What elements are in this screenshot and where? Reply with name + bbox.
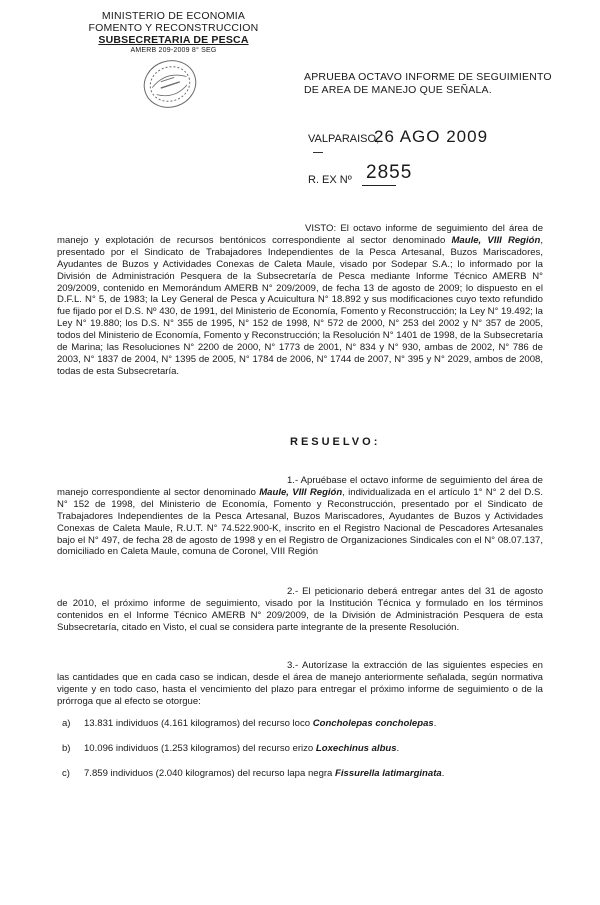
species-item-b [62,743,399,755]
rex-number: 2855 [366,162,413,183]
item-species: Fissurella latimarginata [335,768,442,779]
title-line-2: DE AREA DE MANEJO QUE SEÑALA. [304,84,492,96]
article-2-text: 2.- El peticionario deberá entregar antes del 31 de agosto de 2010, el próximo informe de seguimiento, visado por la Institución Técnica y formulado en los términos contenidos en el Informe Técnico AMERB N° 209/2009, de la División de Administración Pesquera de esta Subsecretaría, citado en Visto, el cual se considera parte integrante de la presente Resolución. [57,586,543,633]
letterhead-ministry-sub: FOMENTO Y RECONSTRUCCION [88,22,259,34]
date-stamp: 26 AGO 2009 [374,127,489,146]
letterhead-reference: AMERB 209-2009 8° SEG [130,47,217,54]
resuelvo-heading: RESUELVO: [290,436,381,448]
rex-underline [362,185,396,186]
visto-lead: VISTO: [305,223,337,234]
item-label: b) [62,743,71,754]
item-end: . [433,718,437,729]
article-2-paragraph [57,586,543,634]
article-3-paragraph [57,660,543,708]
letterhead-ministry: MINISTERIO DE ECONOMIA [101,10,246,22]
official-stamp-seal [138,52,202,116]
item-text: 7.859 individuos (2.040 kilogramos) del recurso lapa negra [84,768,336,779]
item-text: 13.831 individuos (4.161 kilogramos) del recurso loco [84,718,313,729]
place-label: VALPARAISO, [308,133,380,145]
article-1-paragraph [57,475,543,558]
item-label: c) [62,768,70,779]
item-end: . [396,743,400,754]
article-1-text-1: 1.- Apruébase el octavo informe de seguimiento del área de manejo correspondiente al sector denominado [57,475,543,498]
species-item-c [62,768,444,780]
divider-dash [313,152,323,153]
item-label: a) [62,718,71,729]
species-item-a [62,718,436,730]
visto-text-1: El octavo informe de seguimiento del área de manejo y explotación de recursos bentónicos correspondiente al sector denominado [57,223,543,246]
visto-text-2: , presentado por el Sindicato de Trabajadores Independientes de la Pesca Artesanal, Buzos Mariscadores, Ayudantes de Buzos y Actividades Conexas de Caleta Maule, visado por Sodepar S.A.; lo informado por la División de Administración Pesquera de la Subsecretaría de Pesca mediante Informe Técnico AMERB N° 209/2009, contenido en Memorándum AMERB N° 209/2009, de fecha 13 de agosto de 2009; lo dispuesto en el D.F.L. N° 5, de 1983; la Ley General de Pesca y Acuicultura N° 18.892 y sus modificaciones cuyo texto refundido fue fijado por el D.S. Nº 430, de 1991, del Ministerio de Economía, Fomento y Reconstrucción; la Ley N° 19.492; la Ley N° 19.880; los D.S. N° 355 de 1995, N° 152 de 1998, N° 572 de 2000, N° 253 del 2002 y N° 357 de 2005, todos del Ministerio de Economía, Fomento y Reconstrucción; la Resolución N° 1401 de 1998, de la Subsecretaría de Marina; las Resoluciones N° 2200 de 2000, N° 1773 de 2001, N° 834 y N° 930, ambas de 2002, N° 786 de 2003, N° 1837 de 2004, N° 1395 de 2005, N° 1784 de 2006, N° 1744 de 2007, N° 395 y N° 2029, ambos de 2008, todas de esta Subsecretaría. [57,234,543,377]
item-end: . [441,768,445,779]
item-species: Loxechinus albus [315,743,397,754]
letterhead-subsecretaria: SUBSECRETARIA DE PESCA [98,34,249,46]
item-species: Concholepas concholepas [312,718,434,729]
title-line-1: APRUEBA OCTAVO INFORME DE SEGUIMIENTO [304,71,552,83]
letterhead [86,10,261,55]
article-1-text-2: , individualizada en el artículo 1° N° 2 del D.S. N° 152 de 1998, del Ministerio de Economía, Fomento y Reconstrucción, presentado por el Sindicato de Trabajadores Independientes de la Pesca Artesanal, Buzos Mariscadores, Ayudantes de Buzos y Actividades Conexas de Caleta Maule, R.U.T. N° 74.522.900-K, inscrito en el Registro Nacional de Pescadores Artesanales bajo el N° 497, de fecha 28 de agosto de 1998 y en el Registro de Organizaciones Sindicales con el N° 08.07.137, domiciliado en Caleta Maule, comuna de Coronel, VIII Región [57,486,543,558]
article-3-text: 3.- Autorízase la extracción de las siguientes especies en las cantidades que en cada caso se indican, desde el área de manejo anteriormente señalada, según normativa vigente y en todo caso, hasta el vencimiento del plazo para entregar el próximo informe de seguimiento o de la prórroga que al efecto se otorgue: [57,660,543,707]
visto-sector: Maule, VIII Región [451,234,541,246]
item-text: 10.096 individuos (1.253 kilogramos) del recurso erizo [84,743,316,754]
rex-label: R. EX Nº [308,174,352,186]
resolution-title [304,71,574,97]
article-1-sector: Maule, VIII Región [259,486,343,498]
visto-paragraph [57,223,543,378]
